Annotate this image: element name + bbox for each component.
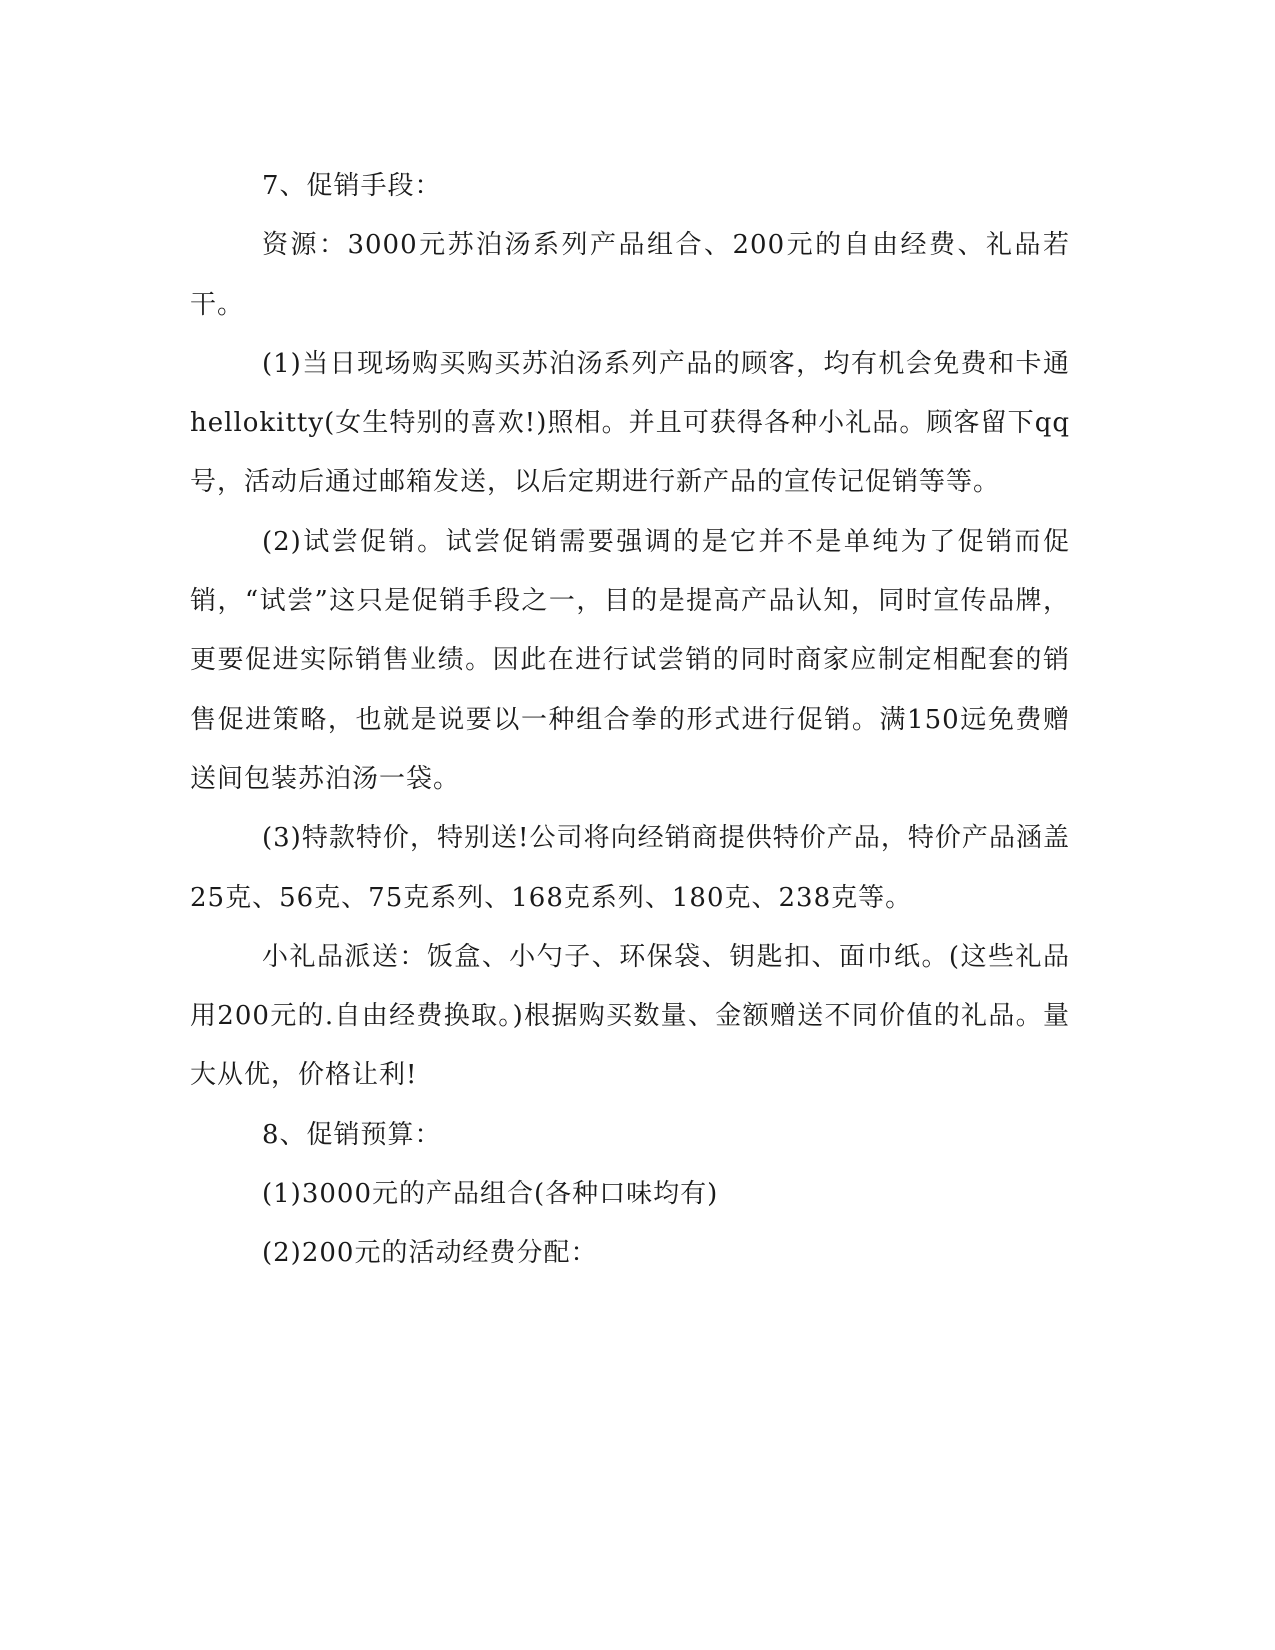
paragraph-item-2: (2)试尝促销。试尝促销需要强调的是它并不是单纯为了促销而促销，“试尝”这只是促销手段之一，目的是提高产品认知，同时宣传品牌，更要促进实际销售业绩。因此在进行试尝销的同时商家应制定相配套的销售促进策略，也就是说要以一种组合拳的形式进行促销。满150远免费赠送间包装苏泊汤一袋。 xyxy=(190,526,1070,794)
paragraph-budget-item-1: (1)3000元的产品组合(各种口味均有) xyxy=(262,1179,719,1210)
paragraph-resources: 资源：3000元苏泊汤系列产品组合、200元的自由经费、礼品若干。 xyxy=(190,230,1070,320)
section-heading-promotion-budget: 8、促销预算： xyxy=(262,1119,442,1150)
section-heading-promotion-methods: 7、促销手段： xyxy=(262,171,442,201)
paragraph-budget-item-2: (2)200元的活动经费分配： xyxy=(262,1238,598,1269)
paragraph-item-3: (3)特款特价，特别送!公司将向经销商提供特价产品，特价产品涵盖25克、56克、75克系列、168克系列、180克、238克等。 xyxy=(190,823,1070,913)
paragraph-gift-distribution: 小礼品派送：饭盒、小勺子、环保袋、钥匙扣、面巾纸。(这些礼品用200元的.自由经费换取。)根据购买数量、金额赠送不同价值的礼品。量大从优，价格让利! xyxy=(190,941,1070,1091)
paragraph-item-1: (1)当日现场购买购买苏泊汤系列产品的顾客，均有机会免费和卡通hellokitty(女生特别的喜欢!)照相。并且可获得各种小礼品。顾客留下qq号，活动后通过邮箱发送，以后定期进行新产品的宣传记促销等等。 xyxy=(190,348,1070,498)
document-body xyxy=(190,157,1070,1284)
